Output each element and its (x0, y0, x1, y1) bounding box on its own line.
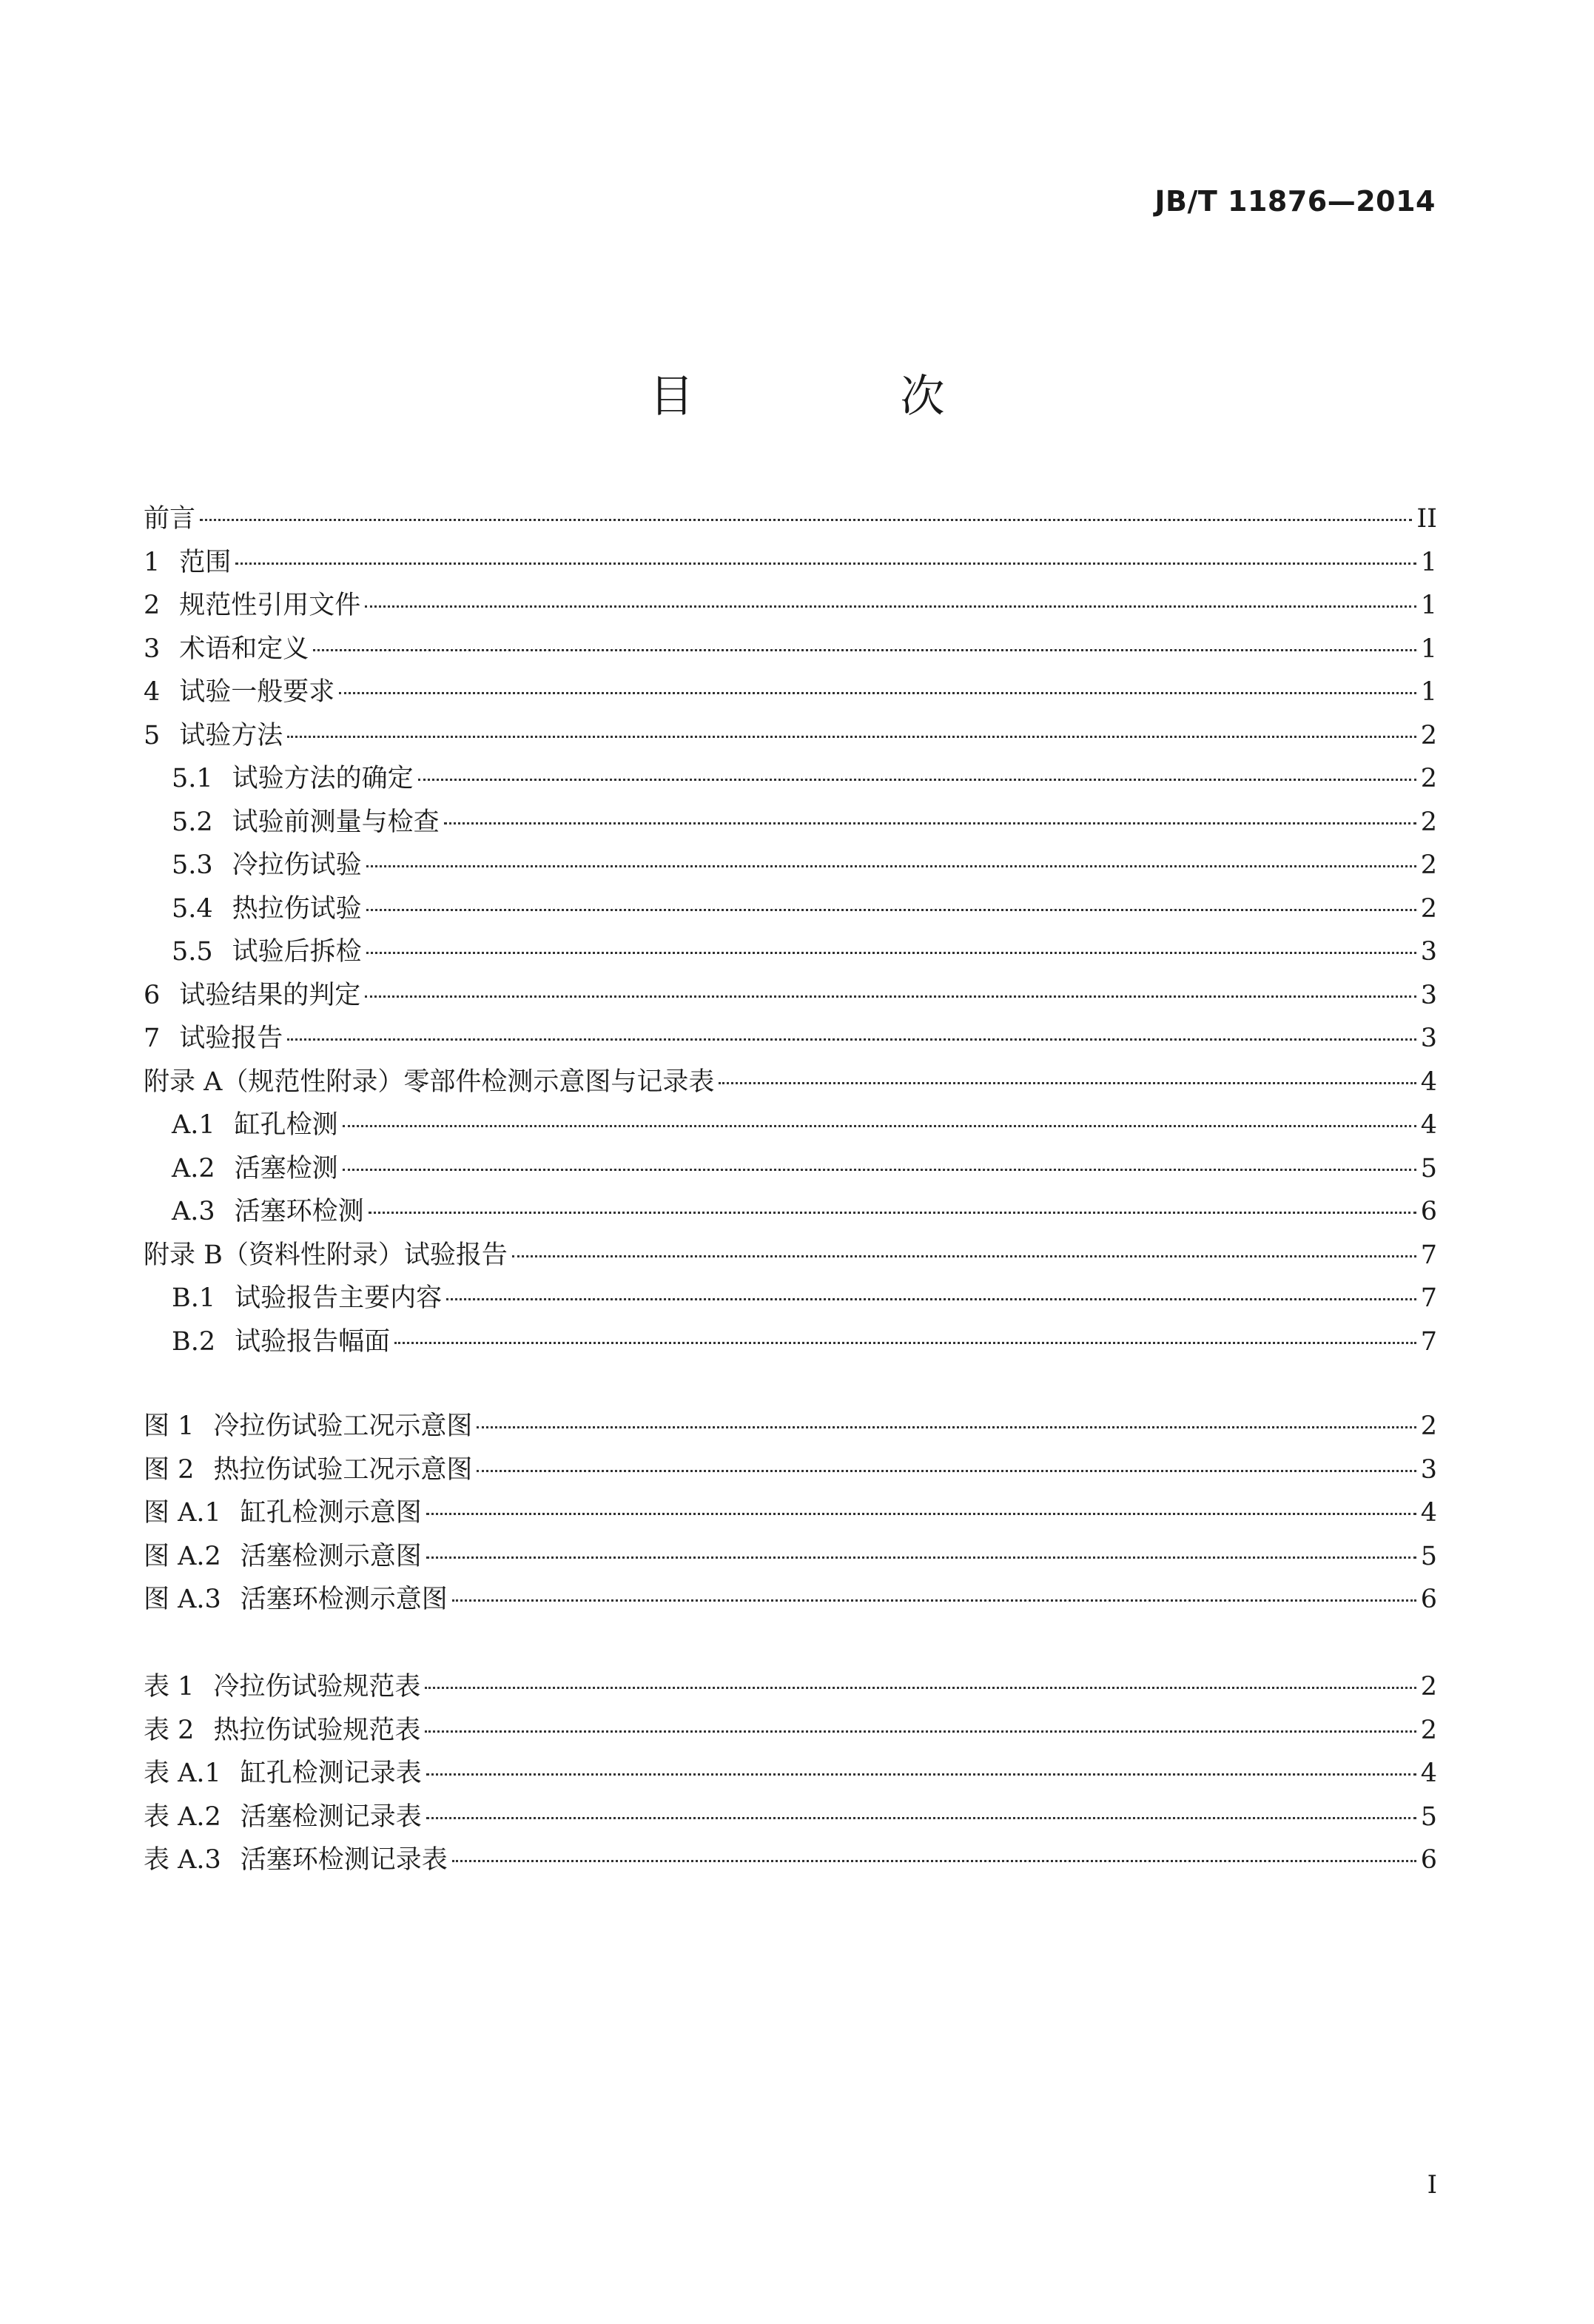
dot-leader (446, 1298, 1416, 1300)
dot-leader (426, 1556, 1416, 1559)
toc-entry-label: 试验报告幅面 (235, 1326, 391, 1357)
toc-entry-page: 2 (1420, 720, 1437, 750)
dot-leader (426, 1513, 1416, 1515)
toc-entry-label: 试验报告主要内容 (235, 1283, 443, 1313)
toc-main-list (144, 497, 1437, 1363)
dot-leader (426, 1817, 1416, 1819)
toc-entry-number: A.1 (172, 1110, 215, 1140)
toc-entry[interactable] (144, 714, 1437, 758)
toc-entry[interactable] (144, 1147, 1437, 1191)
toc-entry-label: 试验方法的确定 (232, 764, 414, 793)
toc-entry-number: 6 (144, 980, 161, 1010)
toc-entry-page: 1 (1420, 677, 1437, 707)
dot-leader (366, 865, 1416, 867)
toc-entry-label: 试验后拆检 (232, 937, 362, 967)
toc-entry-number: 1 (144, 547, 161, 577)
dot-leader (235, 562, 1416, 565)
toc-entry[interactable] (144, 757, 1437, 801)
dot-leader (313, 649, 1416, 651)
dot-leader (444, 822, 1416, 825)
toc-entry-label: 术语和定义 (179, 634, 309, 664)
toc-entry-page: 2 (1420, 807, 1437, 837)
toc-entry-page: 2 (1420, 764, 1437, 793)
dot-leader (369, 1212, 1416, 1214)
table-entry-page: 2 (1420, 1672, 1437, 1702)
dot-leader (366, 909, 1416, 911)
figure-entry-page: 6 (1420, 1585, 1437, 1614)
toc-entry-number: 5.5 (172, 937, 213, 967)
toc-entry[interactable] (144, 1104, 1437, 1147)
toc-entry[interactable] (144, 1277, 1437, 1320)
toc-entry[interactable] (144, 497, 1437, 541)
table-entry-label: 冷拉伤试验规范表 (213, 1672, 421, 1702)
toc-entry-page: 4 (1420, 1067, 1437, 1097)
dot-leader (394, 1342, 1416, 1344)
toc-entry-number: 5.1 (172, 764, 213, 793)
figure-entry-number: 图 A.3 (144, 1585, 221, 1614)
toc-entry[interactable] (144, 1190, 1437, 1234)
dot-leader (287, 736, 1416, 738)
table-entry-number: 表 A.2 (144, 1801, 221, 1832)
toc-entry-page: 5 (1420, 1153, 1437, 1183)
toc-entry[interactable] (144, 844, 1437, 887)
toc-entry-number: 7 (144, 1024, 161, 1053)
figure-entry-label: 热拉伤试验工况示意图 (213, 1454, 473, 1485)
figure-entry-number: 图 A.2 (144, 1541, 221, 1571)
dot-leader (477, 1426, 1416, 1428)
toc-entry-number: B.1 (172, 1283, 216, 1313)
dot-leader (200, 519, 1412, 521)
toc-entry-number: A.3 (172, 1197, 215, 1226)
dot-leader (452, 1599, 1416, 1602)
toc-entry-number: 5.3 (172, 850, 213, 880)
toc-entry[interactable] (144, 1320, 1437, 1364)
toc-entry[interactable] (144, 801, 1437, 844)
dot-leader (366, 952, 1416, 954)
toc-entry-label: 范围 (179, 547, 232, 577)
dot-leader (426, 1773, 1416, 1776)
toc-entry-number: 5 (144, 720, 161, 750)
toc-entry-page: 3 (1420, 937, 1437, 967)
dot-leader (418, 779, 1416, 781)
toc-entry-number: 5.4 (172, 893, 213, 924)
figure-entry[interactable] (144, 1448, 1437, 1492)
table-entry[interactable] (144, 1796, 1437, 1839)
figure-entry-page: 2 (1420, 1411, 1437, 1441)
dot-leader (512, 1255, 1416, 1257)
toc-entry-page: 2 (1420, 850, 1437, 880)
toc-figures-list (144, 1405, 1437, 1622)
toc-entry-page: 6 (1420, 1197, 1437, 1226)
standard-code: JB/T 11876—2014 (1154, 185, 1436, 218)
figure-entry[interactable] (144, 1578, 1437, 1622)
toc-entry[interactable] (144, 584, 1437, 628)
toc-entry-label: 规范性引用文件 (179, 591, 361, 620)
figure-entry-label: 冷拉伤试验工况示意图 (213, 1411, 473, 1441)
dot-leader (365, 605, 1416, 608)
toc-entry-label: 冷拉伤试验 (232, 850, 362, 880)
toc-entry-number: 前言 (144, 504, 196, 534)
toc-entry-number: B.2 (172, 1326, 216, 1357)
table-entry[interactable] (144, 1665, 1437, 1709)
dot-leader (452, 1860, 1416, 1862)
dot-leader (719, 1082, 1416, 1084)
toc-entry-page: 7 (1420, 1326, 1437, 1357)
toc-entry-number: 4 (144, 677, 161, 707)
dot-leader (425, 1687, 1416, 1689)
toc-entry[interactable] (144, 974, 1437, 1018)
page-number: I (1427, 2170, 1437, 2200)
table-entry[interactable] (144, 1709, 1437, 1753)
toc-entry-page: 1 (1420, 591, 1437, 620)
toc-entry-label: 活塞检测 (234, 1153, 338, 1183)
toc-entry[interactable] (144, 628, 1437, 671)
toc-entry-page: II (1416, 504, 1437, 534)
dot-leader (343, 1125, 1416, 1127)
table-entry-page: 5 (1420, 1801, 1437, 1832)
table-entry-label: 活塞检测记录表 (240, 1801, 422, 1832)
figure-entry-page: 4 (1420, 1498, 1437, 1528)
toc-entry-label: 试验方法 (179, 720, 283, 750)
toc-entry-number: 5.2 (172, 807, 213, 837)
table-entry-number: 表 A.1 (144, 1759, 221, 1788)
toc-entry-page: 1 (1420, 547, 1437, 577)
table-entry-number: 表 1 (144, 1672, 195, 1702)
dot-leader (477, 1470, 1416, 1472)
table-entry-label: 活塞环检测记录表 (240, 1845, 448, 1875)
figure-entry[interactable] (144, 1535, 1437, 1579)
toc-entry-label: 活塞环检测 (234, 1197, 364, 1226)
dot-leader (339, 692, 1416, 694)
toc-entry[interactable] (144, 671, 1437, 714)
figure-entry-number: 图 A.1 (144, 1498, 221, 1528)
toc-tables-list (144, 1665, 1437, 1882)
dot-leader (343, 1169, 1416, 1171)
table-entry-page: 2 (1420, 1715, 1437, 1745)
table-entry-page: 6 (1420, 1845, 1437, 1875)
toc-entry-label: 热拉伤试验 (232, 893, 362, 924)
toc-entry-number: 附录 A（规范性附录）零部件检测示意图与记录表 (144, 1067, 715, 1097)
page-title: 目 次 (649, 371, 1041, 423)
dot-leader (425, 1730, 1416, 1733)
table-entry-page: 4 (1420, 1759, 1437, 1788)
toc-entry[interactable] (144, 541, 1437, 585)
figure-entry-number: 图 2 (144, 1454, 195, 1485)
figure-entry[interactable] (144, 1491, 1437, 1535)
toc-entry[interactable] (144, 887, 1437, 931)
toc-entry[interactable] (144, 1061, 1437, 1104)
figure-entry-label: 缸孔检测示意图 (240, 1498, 422, 1528)
toc-entry-label: 试验报告 (179, 1024, 283, 1053)
toc-entry-label: 试验一般要求 (179, 677, 335, 707)
toc-entry[interactable] (144, 1234, 1437, 1277)
toc-entry-label: 缸孔检测 (234, 1110, 338, 1140)
toc-entry-page: 4 (1420, 1110, 1437, 1140)
toc-entry-number: A.2 (172, 1153, 215, 1183)
toc-entry[interactable] (144, 1017, 1437, 1061)
figure-entry-number: 图 1 (144, 1411, 195, 1441)
table-entry-number: 表 A.3 (144, 1845, 221, 1875)
toc-entry-page: 3 (1420, 1024, 1437, 1053)
figure-entry-label: 活塞检测示意图 (240, 1541, 422, 1571)
figure-entry-page: 3 (1420, 1454, 1437, 1485)
dot-leader (365, 995, 1416, 998)
toc-entry-label: 试验结果的判定 (179, 980, 361, 1010)
figure-entry-page: 5 (1420, 1541, 1437, 1571)
dot-leader (287, 1038, 1416, 1041)
toc-entry[interactable] (144, 930, 1437, 974)
toc-entry-page: 7 (1420, 1283, 1437, 1313)
toc-entry-number: 3 (144, 634, 161, 664)
toc-entry-number: 附录 B（资料性附录）试验报告 (144, 1240, 508, 1270)
table-entry-label: 热拉伤试验规范表 (213, 1715, 421, 1745)
toc-entry-number: 2 (144, 591, 161, 620)
figure-entry[interactable] (144, 1405, 1437, 1448)
table-entry[interactable] (144, 1838, 1437, 1882)
table-entry[interactable] (144, 1752, 1437, 1796)
toc-entry-page: 2 (1420, 893, 1437, 924)
figure-entry-label: 活塞环检测示意图 (240, 1585, 448, 1614)
table-entry-label: 缸孔检测记录表 (240, 1759, 422, 1788)
toc-entry-page: 3 (1420, 980, 1437, 1010)
toc-entry-label: 试验前测量与检查 (232, 807, 440, 837)
toc-entry-page: 1 (1420, 634, 1437, 664)
table-entry-number: 表 2 (144, 1715, 195, 1745)
toc-entry-page: 7 (1420, 1240, 1437, 1270)
